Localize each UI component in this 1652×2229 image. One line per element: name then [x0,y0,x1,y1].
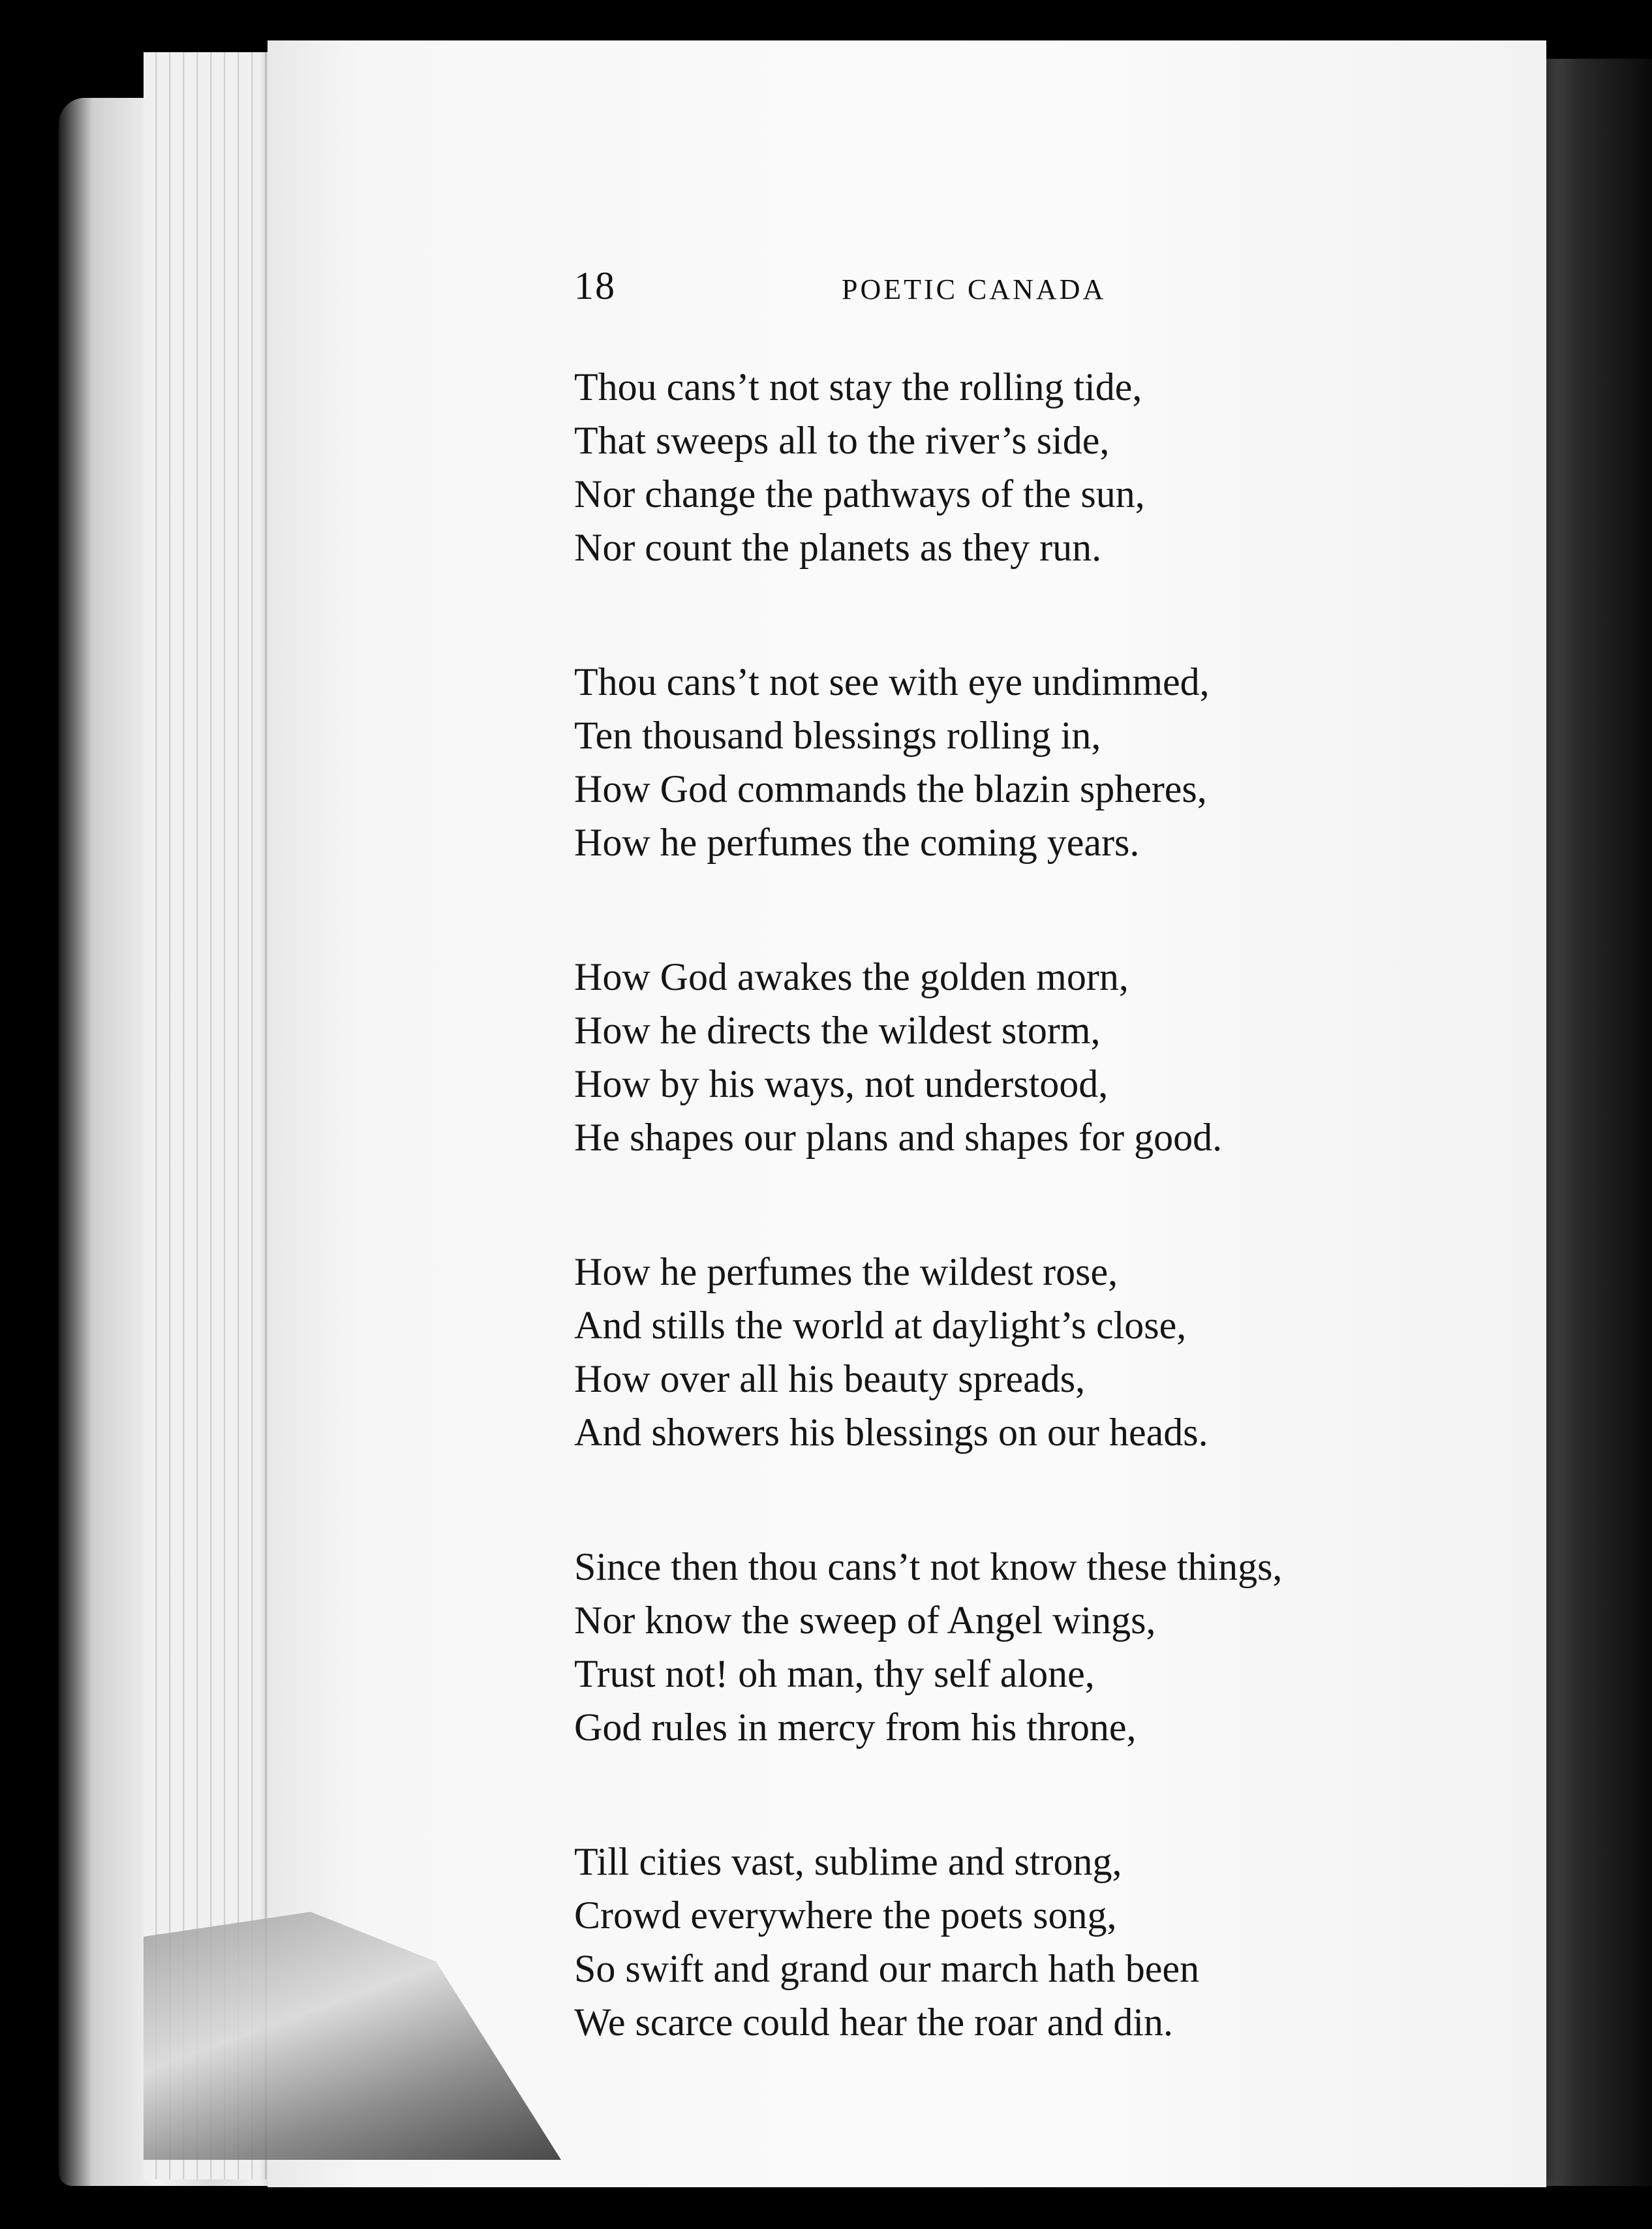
poem-line: And stills the world at daylight’s close, [574,1304,1187,1347]
poem-line: Till cities vast, sublime and strong, [574,1840,1122,1883]
poem-line: Ten thousand blessings rolling in, [574,714,1101,757]
poem-line: How by his ways, not understood, [574,1062,1109,1105]
page-number: 18 [574,264,616,307]
poem-line: How over all his beauty spreads, [574,1357,1086,1400]
stanza [574,1245,1553,1459]
poem-line: That sweeps all to the river’s side, [574,419,1110,462]
running-title: POETIC CANADA [842,273,1107,305]
running-head [268,264,1546,316]
poem-line: Nor count the planets as they run. [574,526,1102,569]
poem-line: Thou cans’t not stay the rolling tide, [574,365,1142,408]
stanza [574,655,1553,869]
poem-line: How God commands the blazin spheres, [574,767,1207,810]
poem-line: Since then thou cans’t not know these things, [574,1545,1283,1588]
poem-line: How God awakes the golden morn, [574,955,1129,998]
poem-line: Thou cans’t not see with eye undimmed, [574,660,1210,703]
book-page [268,40,1546,2187]
poem-line: So swift and grand our march hath been [574,1947,1200,1990]
poem-line: How he perfumes the coming years. [574,821,1140,864]
poem-line: How he directs the wildest storm, [574,1009,1101,1052]
poem-line: And showers his blessings on our heads. [574,1411,1208,1454]
poem-line: Crowd everywhere the poets song, [574,1894,1117,1937]
stanza [574,1540,1553,1754]
poem-line: How he perfumes the wildest rose, [574,1250,1118,1293]
poem-line: Nor change the pathways of the sun, [574,472,1145,515]
poem-line: God rules in mercy from his throne, [574,1706,1137,1749]
poem-line: We scarce could hear the roar and din. [574,2001,1174,2044]
poem-line: Trust not! oh man, thy self alone, [574,1652,1095,1695]
poem-line: Nor know the sweep of Angel wings, [574,1599,1156,1642]
stanza [574,950,1553,1164]
poem [574,360,1553,2130]
stanza [574,360,1553,574]
poem-line: He shapes our plans and shapes for good. [574,1116,1223,1159]
stanza [574,1835,1553,2049]
